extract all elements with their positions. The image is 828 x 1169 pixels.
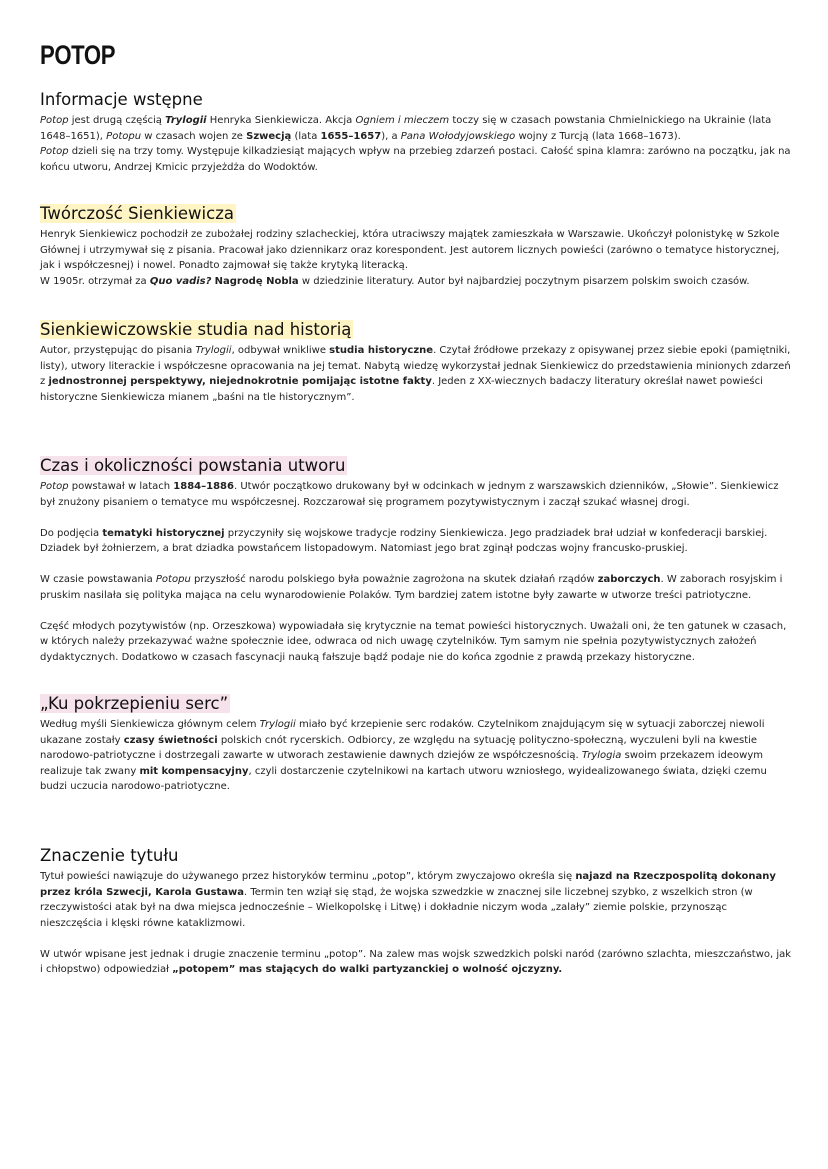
text-run: miało być krzepienie serc rodaków. Czytelnikom znajdującym się w sytuacji zaborczej niewoli ukazane zostały (40, 719, 765, 746)
section-tytul (40, 846, 792, 978)
paragraph (40, 717, 792, 795)
section-heading: Znaczenie tytułu (40, 846, 179, 865)
text-run: Szwecją (246, 130, 292, 142)
text-run: jednostronnej perspektywy, niejednokrotnie pomijając istotne fakty (48, 376, 432, 387)
text-run: powstawał w latach (68, 481, 174, 492)
section-heading: Sienkiewiczowskie studia nad historią (40, 320, 352, 339)
page-title: POTOP (40, 40, 116, 70)
text-run: Tytuł powieści nawiązuje do używanego przez historyków terminu „potop”, którym zwyczajowo określa się (40, 871, 576, 882)
text-run: polskich cnót rycerskich. Odbiorcy, ze względu na sytuację polityczno-społeczną, wyczuleni byli na kwestie narodowo-patriotyczne i dostrzegali zawarte w utworach zestawienie dawnych dziejów ze współczesnością. (40, 734, 758, 761)
text-run: Część młodych pozytywistów (np. Orzeszkowa) wypowiadała się krytycznie na temat powieści historycznych. Uważali oni, że ten gatunek w czasach, w których należy przekazywać ważne społecznie idee, odwraca od nich uwagę czytelników. Tym samym nie spełnia pozytywistycznych założeń dydaktycznych. Dodatkowo w czasach fascynacji nauką fałszuje bądź podaje nie do końca zgodnie z prawdą przekazy historyczne. (40, 620, 787, 663)
text-run: Potopu (106, 130, 142, 142)
text-run: jest drugą częścią (68, 115, 166, 126)
text-run: Pana Wołodyjowskiego (400, 130, 516, 142)
text-run: Quo vadis? (149, 275, 212, 287)
paragraph (40, 572, 792, 603)
text-run: Do podjęcia (40, 527, 103, 539)
section-heading: Twórczość Sienkiewicza (40, 204, 234, 223)
text-run: Potopu (155, 574, 191, 585)
text-run: Potop (40, 481, 69, 492)
paragraph (40, 619, 792, 666)
text-run: „potopem” mas stających do walki partyzanckiej o wolność ojczyzny. (172, 964, 563, 975)
text-run: Trylogii (195, 345, 232, 356)
text-run: w czasach wojen ze (141, 130, 247, 142)
text-run: Potop (40, 146, 69, 157)
text-run: , odbywał wnikliwe (231, 345, 330, 356)
text-run: zaborczych (597, 574, 661, 585)
text-run: Ogniem i mieczem (355, 115, 450, 126)
text-run: przyszłość narodu polskiego była poważnie zagrożona na skutek działań rządów (190, 574, 598, 585)
text-run: 1884–1886 (173, 481, 234, 492)
text-run: . Termin ten wziął się stąd, że wojska szwedzkie w znacznej sile liczebnej szybko, z wszelkich stron (w rzeczywistości atak był na dwa miejsca jednocześnie – Wielkopolskę i Litwę) i dokładnie niczym woda „zalały” ziemie polskie, przynosząc nieszczęścia i klęski równe kataklizmowi. (40, 886, 753, 929)
paragraph (40, 144, 792, 175)
text-run: . W zaborach rosyjskim i pruskim nasilała się polityka mająca na celu wynarodowienie Polaków. Tym bardziej zatem istotne były zawarte w utworze treści patriotyczne. (40, 574, 783, 601)
text-run: , czyli dostarczenie czytelnikowi na kartach utworu wzniosłego, wyidealizowanego świata, dzięki czemu budzi uczucia narodowo-patriotyczne. (40, 765, 767, 792)
text-run: Nagrodę Nobla (214, 275, 299, 287)
text-run: . Czytał źródłowe przekazy z opisywanej przez siebie epoki (pamiętniki, listy), utwory literackie i współczesne opracowania na jej temat. Nabytą wiedzę wykorzystał jednak Sienkiewicz do przedstawienia minionych zdarzeń z (40, 345, 791, 387)
text-run: przyczyniły się wojskowe tradycje rodziny Sienkiewicza. Jego pradziadek brał udział w konfederacji barskiej. Dziadek był żołnierzem, a brat dziadka powstańcem listopadowym. Natomiast jego brat zginął podczas wojny francusko-pruskiej. (40, 527, 768, 554)
text-run: Autor, przystępując do pisania (40, 345, 196, 356)
text-run: Według myśli Sienkiewicza głównym celem (40, 719, 260, 730)
paragraph (40, 343, 792, 405)
section-heading: Czas i okoliczności powstania utworu (40, 456, 346, 475)
text-run: Trylogia (581, 750, 622, 761)
text-run: Henryk Sienkiewicz pochodził ze zubożałej rodziny szlacheckiej, która utraciwszy majątek zamieszkała w Warszawie. Ukończył polonistykę w Szkole Głównej i utrzymywał się z pisania. Pracował jako dziennikarz oraz korespondent. Jest autorem licznych powieści (zarówno o tematyce historycznej, jak i współczesnej) i nowel. Ponadto zajmował się także krytyką literacką. (40, 229, 780, 271)
text-run: dzieli się na trzy tomy. Występuje kilkadziesiąt mających wpływ na przebieg zdarzeń postaci. Całość spina klamra: zarówno na początku, jak na końcu utworu, Andrzej Kmicic przyjeżdża do Wodoktów. (40, 146, 791, 173)
paragraph (40, 479, 792, 510)
text-run: Trylogii (165, 115, 207, 126)
paragraph (40, 526, 792, 557)
text-run: (lata (291, 130, 321, 142)
text-run: . Utwór początkowo drukowany był w odcinkach w jednym z warszawskich dzienników, „Słowie”. Sienkiewicz był znużony pisaniem o tematyce mu współczesnej. Rozczarował się programem pozytywistycznym i zaczął szukać własnej drogi. (40, 481, 779, 508)
paragraph (40, 113, 792, 144)
text-run: studia historyczne (329, 345, 434, 356)
paragraph (40, 227, 792, 274)
text-run: Trylogii (259, 719, 296, 730)
section-heading: Informacje wstępne (40, 90, 203, 109)
text-run: . Jeden z XX-wiecznych badaczy literatury określał nawet powieści historyczne Sienkiewicza mianem „baśni na tle historycznym”. (40, 376, 763, 403)
text-run: w dziedzinie literatury. Autor był najbardziej poczytnym pisarzem polskim swoich czasów. (298, 275, 750, 287)
paragraph (40, 947, 792, 978)
text-run: swoim przekazem ideowym realizuje tak zwany (40, 750, 763, 777)
section-intro (40, 90, 792, 175)
section-heading: „Ku pokrzepieniu serc” (40, 694, 229, 713)
text-run: W utwór wpisane jest jednak i drugie znaczenie terminu „potop”. Na zalew mas wojsk szwedzkich polski naród (zarówno szlachta, mieszczaństwo, jak i chłopstwo) odpowiedział (40, 948, 792, 975)
section-pokrzepienie (40, 694, 792, 795)
text-run: mit kompensacyjny (139, 765, 249, 777)
text-run: Potop (40, 115, 69, 126)
text-run: 1655–1657 (320, 130, 382, 142)
text-run: wojny z Turcją (lata 1668–1673). (515, 130, 681, 142)
text-run: Henryka Sienkiewicza. Akcja (206, 115, 356, 126)
text-run: W czasie powstawania (40, 574, 156, 585)
text-run: czasy świetności (123, 734, 218, 746)
text-run: toczy się w czasach powstania Chmielnickiego na Ukrainie (lata 1648–1651), (40, 115, 772, 142)
section-czas (40, 456, 792, 665)
section-tworczosc (40, 204, 792, 289)
text-run: W 1905r. otrzymał za (40, 275, 150, 287)
text-run: ), a (381, 130, 401, 142)
section-studia (40, 320, 792, 405)
text-run: najazd na Rzeczpospolitą dokonany przez króla Szwecji, Karola Gustawa (40, 871, 776, 898)
paragraph (40, 869, 792, 931)
text-run: tematyki historycznej (102, 527, 225, 539)
paragraph (40, 274, 792, 290)
